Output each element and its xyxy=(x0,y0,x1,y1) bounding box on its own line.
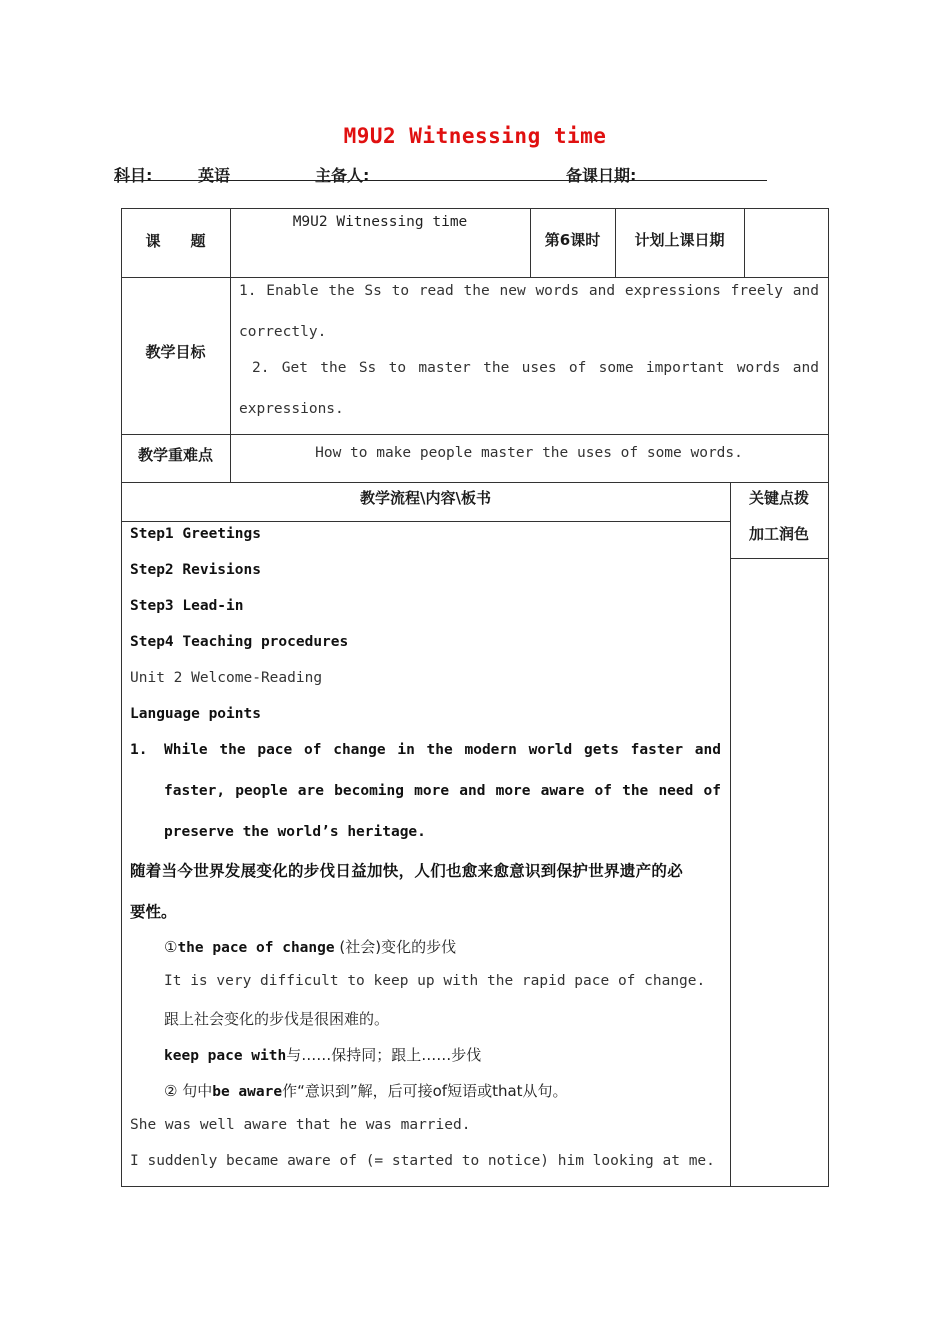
goal-1-line-2: correctly. xyxy=(239,324,327,340)
sub-point-1-meaning: (社会)变化的步伐 xyxy=(334,938,457,956)
topic-label: 课 题 xyxy=(145,232,206,250)
preparer-label: 主备人: xyxy=(315,166,370,185)
difficulty-label: 教学重难点 xyxy=(137,446,213,464)
sub-point-2-prefix: ② 句中 xyxy=(164,1082,213,1100)
example-1-english: It is very difficult to keep up with the rapid pace of change. xyxy=(164,973,706,989)
process-header: 教学流程\内容\板书 xyxy=(360,489,491,507)
example-2: She was well aware that he was married. xyxy=(130,1117,471,1133)
meta-underline xyxy=(114,180,767,181)
language-points-heading: Language points xyxy=(130,706,261,722)
goal-1-line-1: 1. Enable the Ss to read the new words and expressions freely and xyxy=(239,283,819,299)
date-label: 备课日期: xyxy=(566,166,637,185)
sub-point-2-phrase: be aware xyxy=(212,1084,283,1100)
side-header-key-points: 关键点拨 xyxy=(748,489,809,507)
sub-point-1-phrase: the pace of change xyxy=(177,940,335,956)
side-header-polish: 加工润色 xyxy=(748,525,809,543)
step-1: Step1 Greetings xyxy=(130,526,261,542)
sub-point-2-explanation: 作“意识到”解，后可接of短语或that从句。 xyxy=(282,1082,568,1100)
difficulty-value: How to make people master the uses of some words. xyxy=(315,445,743,461)
goal-2-line-2: expressions. xyxy=(239,401,344,417)
point-1-line-2: faster, people are becoming more and more aware of the need of xyxy=(164,783,721,799)
goals-label: 教学目标 xyxy=(145,343,206,361)
phrase-keep-pace xyxy=(164,1044,481,1065)
goal-2-line-1: 2. Get the Ss to master the uses of some important words and xyxy=(252,360,819,376)
plan-date-label: 计划上课日期 xyxy=(634,231,725,249)
example-3: I suddenly became aware of (= started to notice) him looking at me. xyxy=(130,1153,715,1169)
period-label: 第6课时 xyxy=(544,231,601,249)
sub-point-1 xyxy=(164,936,456,957)
unit-line: Unit 2 Welcome-Reading xyxy=(130,670,323,686)
example-1-chinese: 跟上社会变化的步伐是很困难的。 xyxy=(164,1010,390,1028)
phrase-keep-pace-english: keep pace with xyxy=(164,1048,287,1064)
step-3: Step3 Lead-in xyxy=(130,598,244,614)
sub-point-2 xyxy=(164,1080,568,1101)
point-1-line-3: preserve the world’s heritage. xyxy=(164,824,426,840)
point-1-number: 1. xyxy=(130,742,148,758)
circled-1-marker: ① xyxy=(164,938,178,956)
step-2: Step2 Revisions xyxy=(130,562,261,578)
chinese-translation-line-1: 随着当今世界发展变化的步伐日益加快，人们也愈来愈意识到保护世界遗产的必 xyxy=(130,862,684,880)
chinese-translation-line-2: 要性。 xyxy=(130,903,177,921)
document-title: M9U2 Witnessing time xyxy=(343,124,607,148)
subject-label: 科目: xyxy=(114,166,153,185)
subject-value: 英语 xyxy=(198,166,231,185)
step-4: Step4 Teaching procedures xyxy=(130,634,349,650)
topic-value: M9U2 Witnessing time xyxy=(292,214,468,230)
phrase-keep-pace-meaning: 与……保持同；跟上……步伐 xyxy=(286,1046,482,1064)
point-1-line-1: While the pace of change in the modern world gets faster and xyxy=(164,742,721,758)
